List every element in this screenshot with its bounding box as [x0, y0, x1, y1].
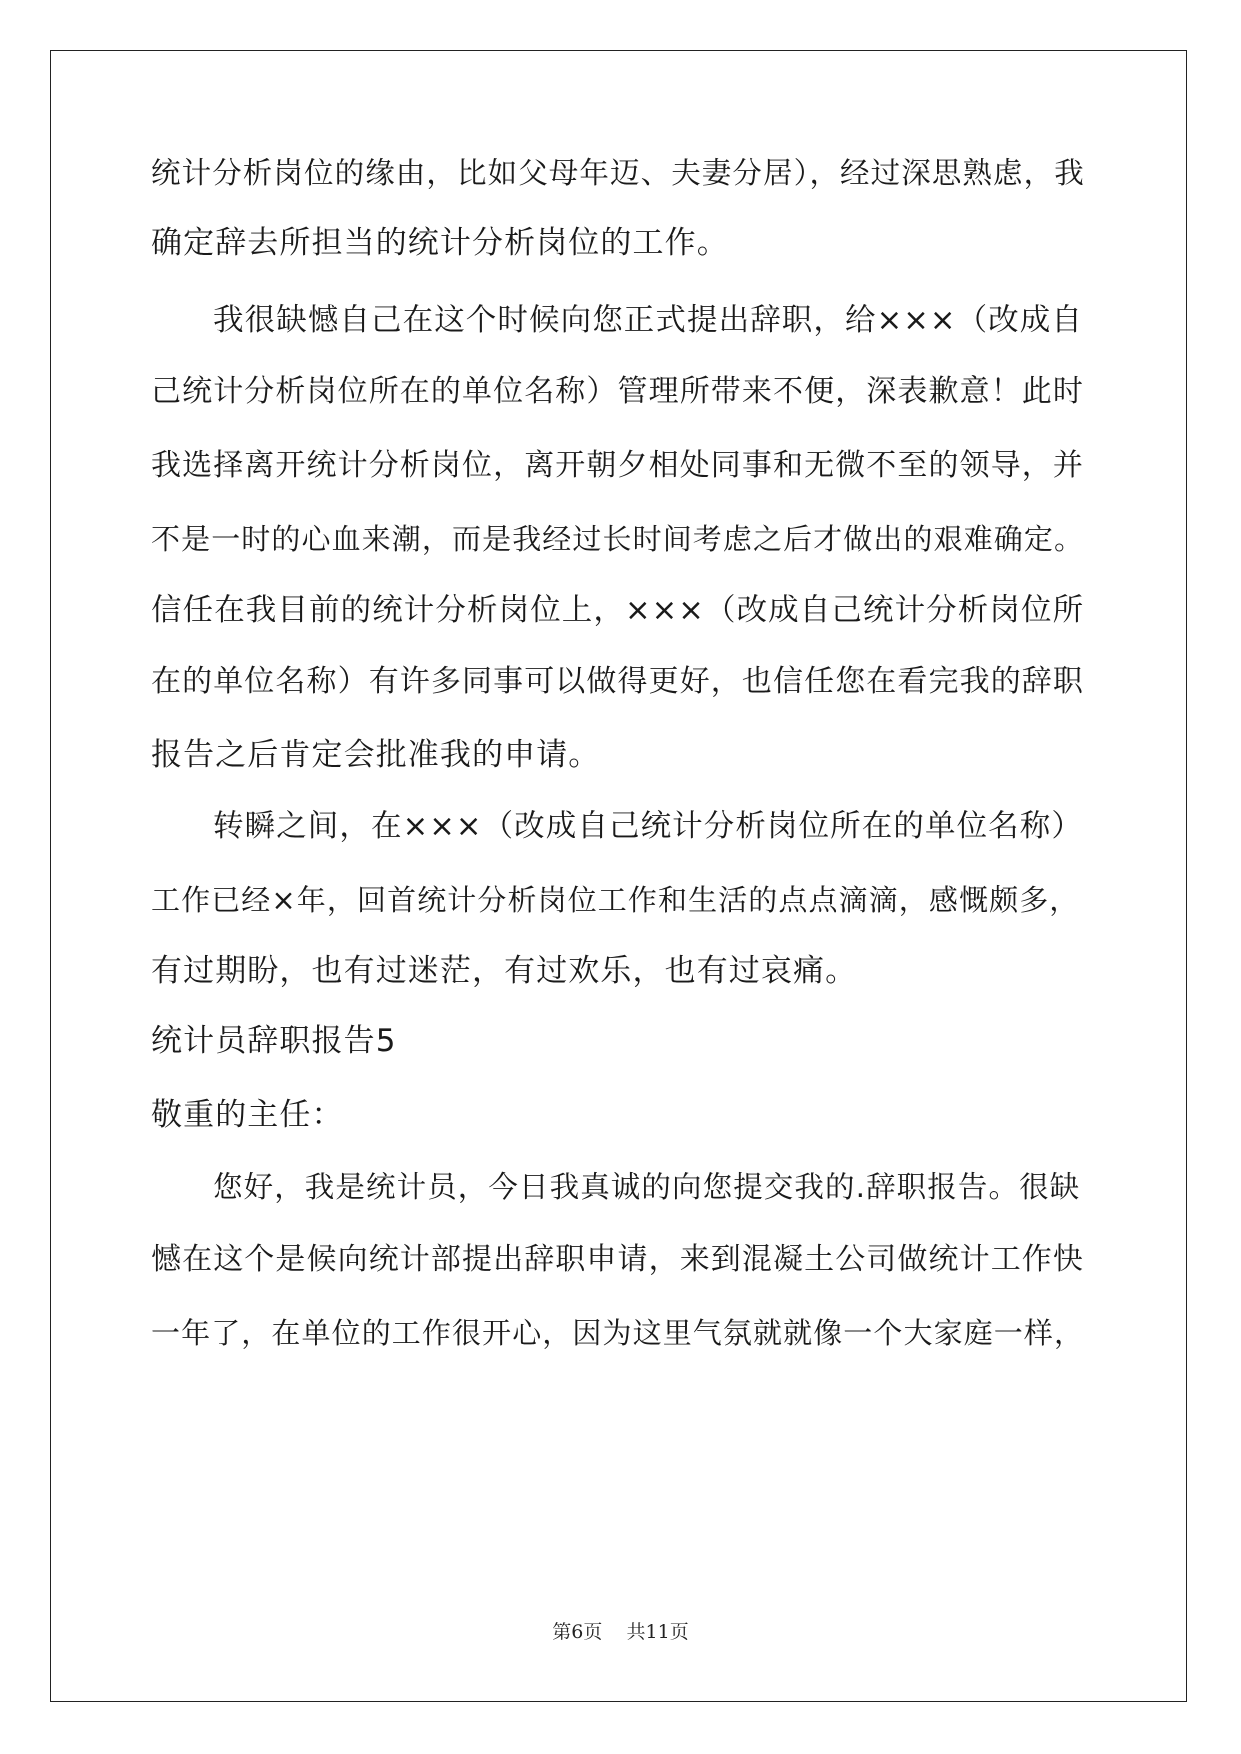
- section-heading: 统计员辞职报告5: [151, 1023, 397, 1059]
- salutation: 敬重的主任：: [151, 1097, 344, 1133]
- body-line: 您好，我是统计员，今日我真诚的向您提交我的.辞职报告。很缺: [213, 1170, 1081, 1204]
- body-line: 转瞬之间，在×××（改成自己统计分析岗位所在的单位名称）: [213, 809, 1083, 844]
- body-line: 我选择离开统计分析岗位，离开朝夕相处同事和无微不至的领导，并: [151, 448, 1084, 483]
- body-line: 己统计分析岗位所在的单位名称）管理所带来不便，深表歉意！此时: [151, 374, 1084, 409]
- page-footer: [0, 1617, 1241, 1644]
- body-line: 不是一时的心血来潮，而是我经过长时间考虑之后才做出的艰难确定。: [151, 522, 1085, 556]
- body-line: 工作已经×年，回首统计分析岗位工作和生活的点点滴滴，感慨颇多，: [151, 883, 1080, 917]
- page-border: [50, 50, 1187, 1702]
- page-number: 第6页: [552, 1621, 603, 1643]
- body-line: 有过期盼，也有过迷茫，有过欢乐，也有过哀痛。: [151, 953, 858, 989]
- body-line: 报告之后肯定会批准我的申请。: [151, 737, 601, 773]
- body-line: 一年了，在单位的工作很开心，因为这里气氛就就像一个大家庭一样，: [151, 1316, 1085, 1350]
- body-line: 统计分析岗位的缘由，比如父母年迈、夫妻分居），经过深思熟虑，我: [151, 156, 1085, 190]
- body-line: 憾在这个是候向统计部提出辞职申请，来到混凝土公司做统计工作快: [151, 1242, 1084, 1277]
- page-total: 共11页: [626, 1621, 689, 1643]
- body-line: 在的单位名称）有许多同事可以做得更好，也信任您在看完我的辞职: [151, 664, 1084, 699]
- body-line: 信任在我目前的统计分析岗位上，×××（改成自己统计分析岗位所: [151, 593, 1085, 628]
- body-line: 确定辞去所担当的统计分析岗位的工作。: [151, 225, 729, 261]
- body-line: 我很缺憾自己在这个时候向您正式提出辞职，给×××（改成自: [213, 303, 1083, 338]
